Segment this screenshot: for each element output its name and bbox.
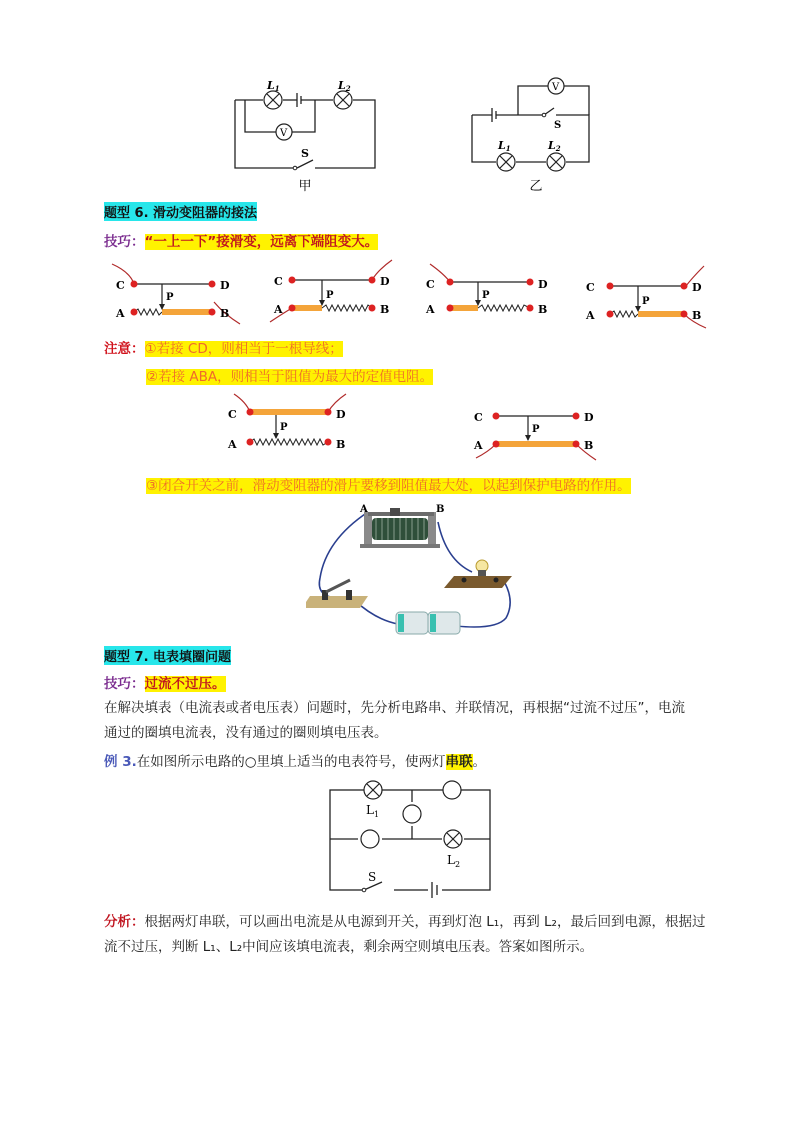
paragraph-line-2: 通过的圈填电流表，没有通过的圈则填电压表。 (104, 725, 388, 741)
example-text: 在如图所示电路的○里填上适当的电表符号，使两灯 (136, 754, 446, 770)
meter-circle-left-icon (361, 830, 379, 848)
svg-text:P: P (326, 290, 334, 301)
svg-text:B: B (584, 439, 594, 452)
svg-text:A: A (116, 307, 125, 320)
svg-text:P: P (532, 424, 540, 435)
note-2-text: ②若接 ABA，则相当于阻值为最大的定值电阻。 (146, 369, 434, 385)
svg-text:C: C (474, 411, 483, 424)
analysis-line-1: 分析：根据两灯串联，可以画出电流是从电源到开关，再到灯泡 L₁，再到 L₂，最后回到电源，根据过 (104, 914, 706, 930)
bulb-board-icon (444, 560, 512, 588)
example-circuit-diagram (320, 778, 500, 900)
rheostat-note-diagram-ab (466, 398, 616, 466)
meter-circle-middle-icon (403, 805, 421, 823)
note-2 (146, 365, 433, 385)
svg-text:D: D (538, 278, 548, 291)
svg-text:B: B (220, 307, 230, 320)
rheostat-note-diagram-cd (220, 392, 370, 460)
svg-text:C: C (116, 279, 125, 292)
rheostat-circuit-illustration (306, 500, 526, 640)
meter-circle-top-icon (443, 781, 461, 799)
lamp-l2-label: L2 (548, 139, 561, 153)
svg-text:A: A (586, 309, 595, 322)
lamp-l1-icon (364, 781, 382, 799)
svg-text:D: D (584, 411, 594, 424)
lamp-l2-icon (547, 153, 565, 171)
svg-text:A: A (228, 438, 237, 451)
svg-text:D: D (380, 275, 390, 288)
svg-text:B: B (436, 504, 445, 515)
svg-text:C: C (228, 408, 237, 421)
rheostat-diagram-4 (580, 264, 720, 332)
caption-jia: 甲 (298, 179, 312, 194)
tip-text: “一上一下”接滑变，远离下端阻变大。 (144, 234, 379, 250)
svg-text:B: B (538, 303, 548, 316)
analysis-line-2: 流不过压，判断 L₁、L₂中间应该填电流表，剩余两空则填电压表。答案如图所示。 (104, 939, 594, 955)
lamp-l1-label: L1 (267, 79, 280, 93)
note-1-text: ①若接 CD，则相当于一根导线； (144, 341, 343, 357)
lamp-l2-label: L2 (338, 79, 351, 93)
rheostat-device-icon (360, 508, 440, 548)
switch-label: S (554, 120, 562, 131)
svg-text:D: D (692, 281, 702, 294)
svg-text:C: C (426, 278, 435, 291)
switch-label: S (301, 147, 309, 160)
svg-text:P: P (280, 422, 288, 433)
rheostat-diagram-2 (262, 258, 402, 326)
lamp-l2-icon (334, 91, 352, 109)
section7-tip (104, 672, 226, 692)
svg-text:P: P (482, 290, 490, 301)
rheostat-diagram-1 (104, 262, 244, 330)
analysis (104, 910, 744, 960)
lamp-l2-icon (444, 830, 462, 848)
svg-text:A: A (274, 303, 283, 316)
knife-switch-icon (306, 580, 368, 608)
switch-label: S (368, 870, 377, 884)
lamp-l1-label: $L_1$ (366, 803, 380, 819)
analysis-label: 分析： (104, 914, 145, 930)
svg-text:A: A (360, 504, 368, 515)
section6-tip (104, 230, 378, 250)
tip-label: 技巧： (104, 234, 145, 250)
example-label: 例 3. (104, 754, 137, 770)
example-3 (104, 750, 486, 775)
svg-text:A: A (426, 303, 435, 316)
note-1 (104, 337, 343, 357)
lamp-l2-label: $L_2$ (447, 853, 461, 869)
tip-label: 技巧： (104, 676, 145, 692)
svg-text:A: A (474, 439, 483, 452)
tip-text: 过流不过压。 (144, 676, 226, 692)
circuit-diagram-jia (225, 78, 385, 196)
lamp-l1-label: L1 (498, 139, 511, 153)
svg-text:P: P (166, 292, 174, 303)
lamp-l1-icon (497, 153, 515, 171)
voltmeter-label: V (552, 82, 560, 93)
svg-text:P: P (642, 296, 650, 307)
voltmeter-label: V (280, 128, 288, 139)
note-3-text: ③闭合开关之前，滑动变阻器的滑片要移到阻值最大处，以起到保护电路的作用。 (146, 478, 631, 494)
svg-text:D: D (336, 408, 346, 421)
note-label: 注意： (104, 341, 145, 357)
svg-text:C: C (586, 281, 595, 294)
battery-icon (396, 612, 460, 634)
svg-text:D: D (220, 279, 230, 292)
rheostat-diagram-3 (420, 262, 560, 330)
section7-title: 题型 7. 电表填圈问题 (104, 646, 231, 665)
svg-text:B: B (692, 309, 702, 322)
paragraph-line-1: 在解决填表（电流表或者电压表）问题时，先分析电路串、并联情况，再根据“过流不过压”，电流 (104, 700, 685, 716)
circuit-diagram-yi (462, 70, 612, 192)
svg-text:C: C (274, 275, 283, 288)
svg-text:B: B (380, 303, 390, 316)
caption-yi: 乙 (529, 179, 543, 192)
example-end: 。 (472, 754, 487, 770)
note-3 (146, 474, 631, 494)
section7-paragraph (104, 696, 724, 746)
lamp-l1-icon (264, 91, 282, 109)
section6-title: 题型 6. 滑动变阻器的接法 (104, 202, 257, 221)
example-highlight: 串联 (445, 754, 473, 770)
svg-text:B: B (336, 438, 346, 451)
